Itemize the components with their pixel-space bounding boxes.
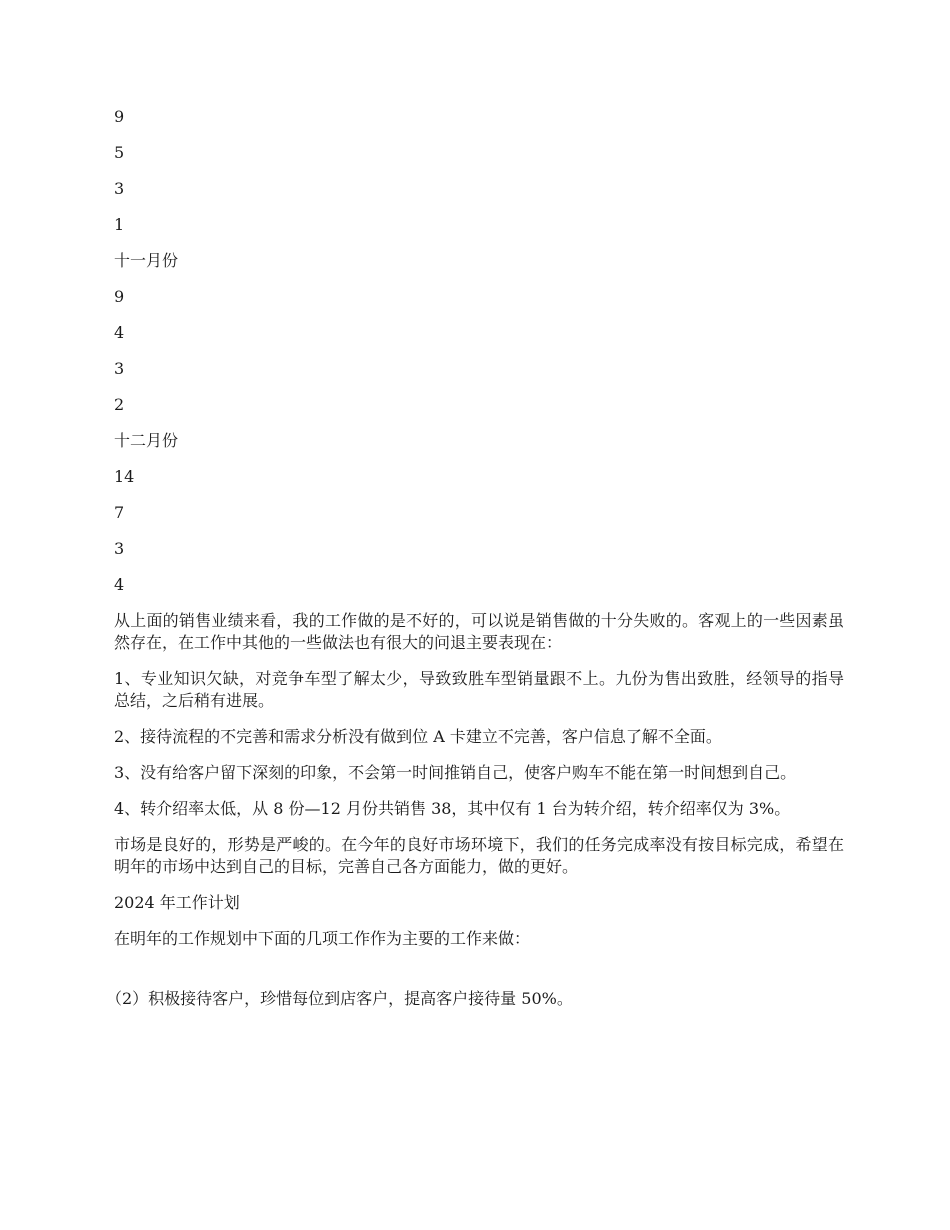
table-cell-value: 5 xyxy=(114,143,125,162)
plan-item: （2）积极接待客户，珍惜每位到店客户，提高客户接待量 50%。 xyxy=(106,989,573,1008)
plan-title: 2024 年工作计划 xyxy=(114,893,240,912)
table-cell-value: 9 xyxy=(114,287,125,306)
issue-item: 3、没有给客户留下深刻的印象，不会第一时间推销自己，使客户购车不能在第一时间想到自己。 xyxy=(114,763,797,782)
table-cell-value: 4 xyxy=(114,575,125,594)
blank-space xyxy=(114,964,844,988)
table-cell-value: 3 xyxy=(114,179,125,198)
issue-item: 2、接待流程的不完善和需求分析没有做到位 A 卡建立不完善，客户信息了解不全面。 xyxy=(114,727,722,746)
plan-intro: 在明年的工作规划中下面的几项工作作为主要的工作来做： xyxy=(114,929,531,948)
table-cell-value: 1 xyxy=(114,215,125,234)
issue-item: 4、转介绍率太低，从 8 份—12 月份共销售 38，其中仅有 1 台为转介绍，转介绍率仅为 3%。 xyxy=(114,799,791,818)
month-label: 十一月份 xyxy=(114,251,179,270)
month-label: 十二月份 xyxy=(114,431,179,450)
table-cell-value: 4 xyxy=(114,323,125,342)
market-paragraph: 市场是良好的，形势是严峻的。在今年的良好市场环境下，我们的任务完成率没有按目标完成，希望在明年的市场中达到自己的目标，完善自己各方面能力，做的更好。 xyxy=(114,835,844,876)
table-cell-value: 9 xyxy=(114,107,125,126)
table-cell-value: 7 xyxy=(114,503,125,522)
table-cell-value: 14 xyxy=(114,467,135,486)
table-cell-value: 3 xyxy=(114,539,125,558)
table-cell-value: 3 xyxy=(114,359,125,378)
issue-item: 1、专业知识欠缺，对竞争车型了解太少，导致致胜车型销量跟不上。九份为售出致胜，经领导的指导总结，之后稍有进展。 xyxy=(114,669,844,710)
summary-paragraph: 从上面的销售业绩来看，我的工作做的是不好的，可以说是销售做的十分失败的。客观上的一些因素虽然存在，在工作中其他的一些做法也有很大的问退主要表现在： xyxy=(114,611,844,652)
document-page xyxy=(106,106,844,1024)
table-cell-value: 2 xyxy=(114,395,125,414)
